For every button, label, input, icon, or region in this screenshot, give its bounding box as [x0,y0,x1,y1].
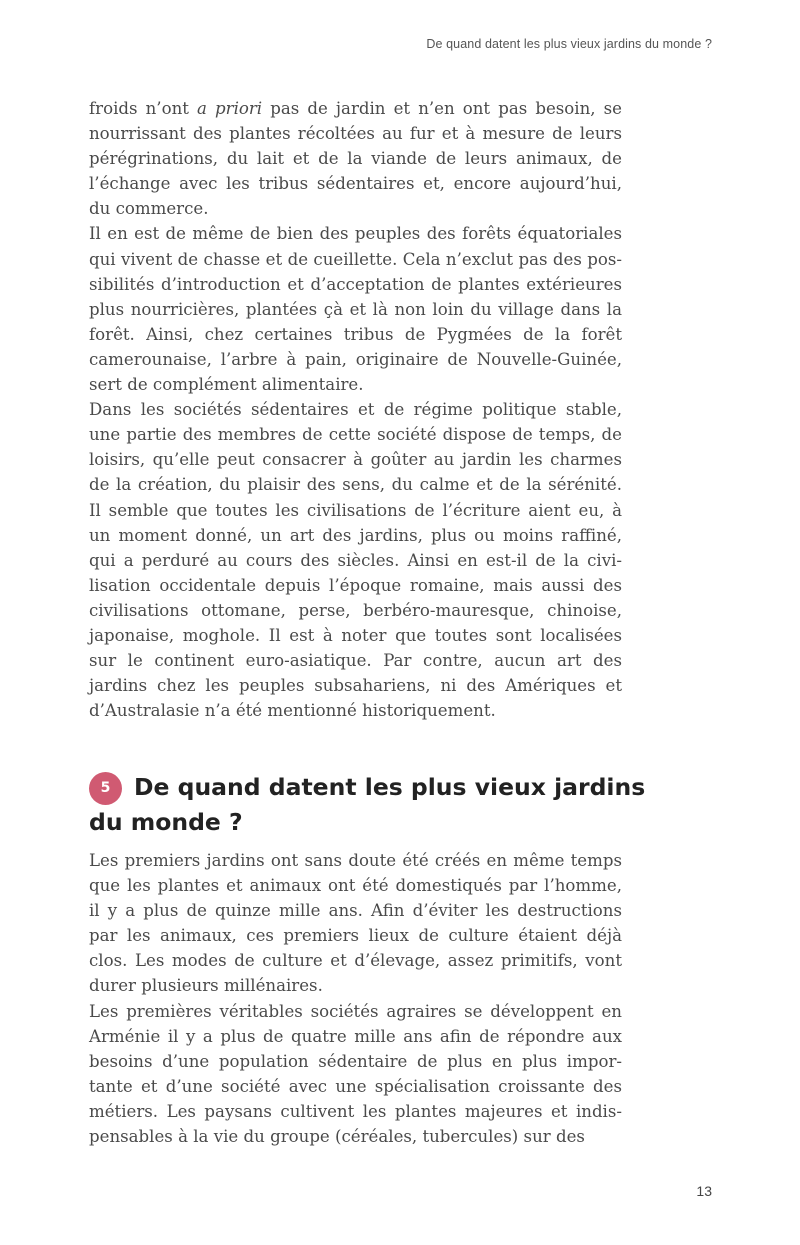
paragraph: Dans les sociétés sédentaires et de régime politique stable, une partie des membres de cette société dispose de temps, de loisirs, qu’elle peut consacrer à goûter au jardin les charmes de la création, du plaisir des sens, du calme et de la sérénité. Il semble que toutes les civilisations de l’écriture aient eu, à un moment donné, un art des jardins, plus ou moins raffiné, qui a perduré au cours des siècles. Ainsi en est-il de la civilisation occidentale depuis l’époque romaine, mais aussi des civilisations ottomane, perse, berbéro-mauresque, chinoise, japonaise, moghole. Il est à noter que toutes sont localisées sur le continent euro-asiatique. Par contre, aucun art des jardins chez les peuples subsahariens, ni des Amériques et d’Australasie n’a été mentionné historiquement. [89,400,622,721]
paragraph: Il en est de même de bien des peuples des forêts équatoriales qui vivent de chasse et de cueillette. Cela n’exclut pas des possibilités d’introduction et d’acceptation de plantes extérieures plus nourricières, plantées çà et là non loin du village dans la forêt. Ainsi, chez certaines tribus de Pygmées de la forêt camerounaise, l’arbre à pain, originaire de Nouvelle-Guinée, sert de complément alimentaire. [89,224,622,395]
section-title: De quand datent les plus vieux jardins du monde ? [89,773,646,836]
paragraph: Les premières véritables sociétés agraires se développent en Arménie il y a plus de quatre mille ans afin de répondre aux besoins d’une population sédentaire de plus en plus importante et d’une société avec une spécialisation croissante des métiers. Les paysans cultivent les plantes majeures et indispensables à la vie du groupe (céréales, tubercules) sur des [89,1001,622,1147]
section-body [89,848,622,1149]
page-number: 13 [696,1183,712,1199]
section-heading [89,770,649,840]
paragraph-rest: pas de jardin et n’en ont pas besoin, se nourrissant des plantes récoltées au fur et à mesure de leurs pérégrinations, du lait et de la viande de leurs animaux, de l’échange avec les tribus sédentaires et, encore aujourd’hui, du commerce. [89,99,622,219]
paragraph [89,96,622,221]
running-header: De quand datent les plus vieux jardins du monde ? [426,37,712,51]
paragraph: Les premiers jardins ont sans doute été créés en même temps que les plantes et animaux ont été domestiqués par l’homme, il y a plus de quinze mille ans. Afin d’éviter les destructions par les animaux, ces premiers lieux de culture étaient déjà clos. Les modes de culture et d’élevage, assez primitifs, vont durer plusieurs millénaires. [89,851,622,996]
paragraph-start: froids n’ont [89,99,198,118]
section-number-badge: 5 [89,772,122,805]
italic-phrase: a priori [197,99,263,118]
continued-text-block [89,96,622,723]
